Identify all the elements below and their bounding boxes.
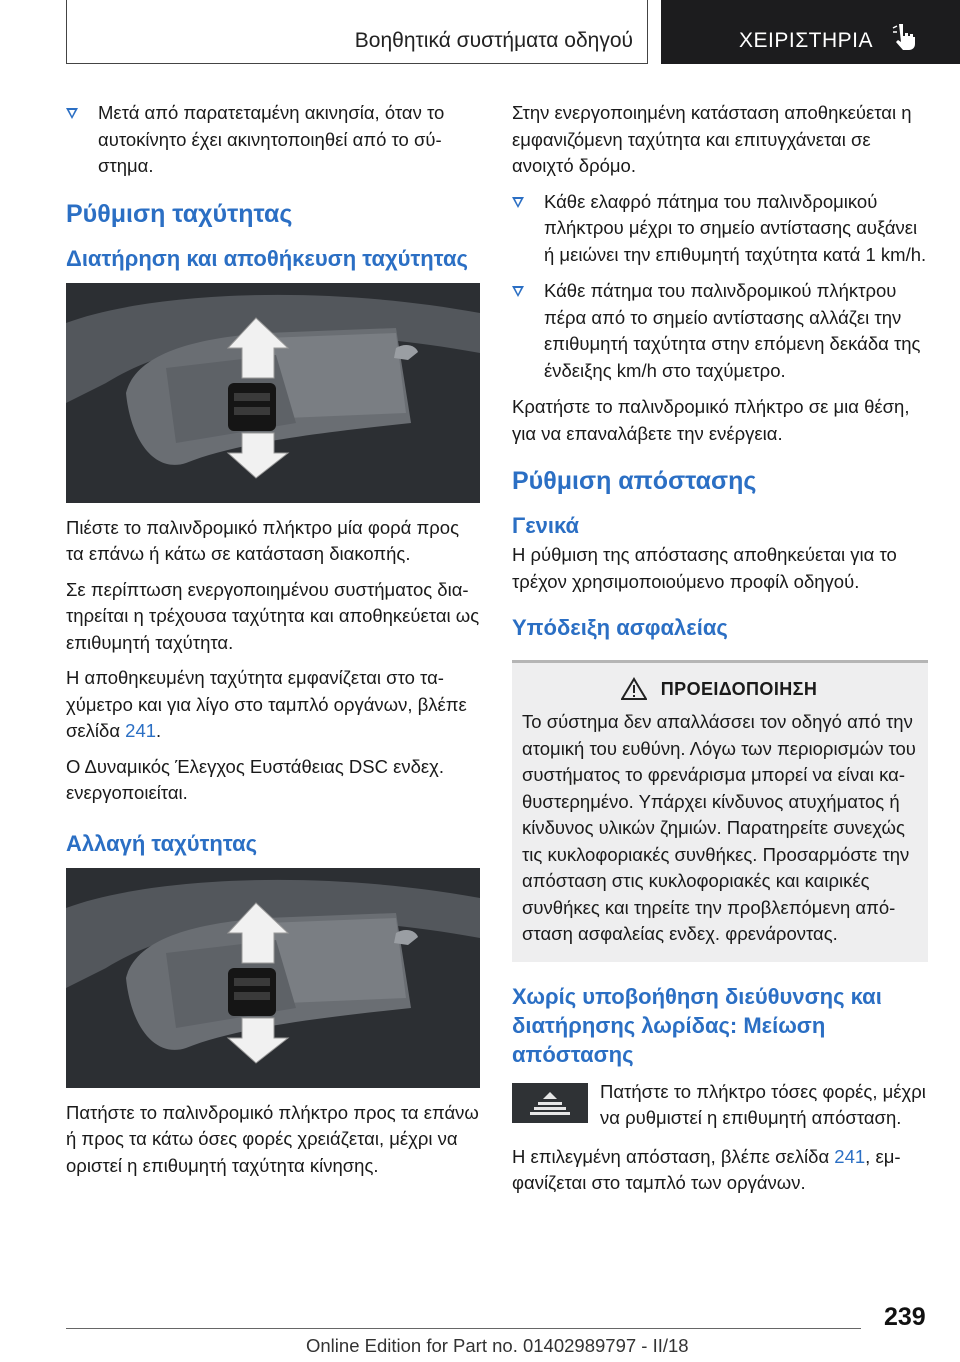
bullet-list: [66, 100, 480, 180]
warning-text: Το σύστημα δεν απαλλάσσει τον οδηγό από την ατομική του ευθύνη. Λόγω των περιορισμών του συστήματος το φρενάρισμα μπορεί να είναι κα-θυστερημένο. Υπάρχει κίνδυνος ατυχήματος ή κίνδυνος υλικών ζημιών. Παρατηρείτε συνεχώς τις κυκλοφοριακές συνθήκες. Προσαρμόστε την απόσταση στις κυκλοφοριακές και καιρικές συνθήκες και τηρείτε την προβλεπόμενη από-σταση ασφαλείας ενδεχ. φρενάροντας.: [522, 711, 916, 944]
page-link[interactable]: 241: [125, 720, 157, 741]
footer-divider: [66, 1328, 861, 1329]
page-link[interactable]: 241: [834, 1145, 866, 1167]
paragraph: Πατήστε το πλήκτρο τόσες φορές, μέχρι να ρυθμιστεί η επιθυμητή απόσταση.: [600, 1080, 926, 1128]
heading-keep-store-speed: Διατήρηση και αποθήκευση ταχύτητας: [66, 245, 468, 271]
chapter-label: ΧΕΙΡΙΣΤΗΡΙΑ: [739, 29, 874, 52]
paragraph: Στην ενεργοποιημένη κατάσταση αποθηκεύεται η εμφανιζόμενη ταχύτητα και επιτυγχάνεται σε ανοιχτό δρόμο.: [512, 102, 912, 176]
left-column: [66, 100, 480, 1188]
warning-triangle-icon: [621, 677, 647, 701]
footer-edition: Online Edition for Part no. 01402989797 - II/18: [306, 1335, 689, 1356]
list-item: Μετά από παρατεταμένη ακινησία, όταν το αυτοκίνητο έχει ακινητοποιηθεί από το σύ-στημα.: [66, 100, 480, 180]
warning-title: ΠΡΟΕΙΔΟΠΟΙΗΣΗ: [660, 678, 818, 699]
heading-speed-adjust: Ρύθμιση ταχύτητας: [66, 199, 293, 228]
heading-change-speed: Αλλαγή ταχύτητας: [66, 830, 258, 856]
steering-wheel-rocker-photo: [66, 283, 480, 503]
header-section-box: [66, 0, 648, 64]
button-instruction: [512, 1079, 928, 1132]
list-item: Κάθε ελαφρό πάτημα του παλινδρομικού πλήκτρου μέχρι το σημείο αντίστασης αυξάνει ή μειώνει την επιθυμητή ταχύτητα κατά 1 km/h.: [512, 189, 928, 269]
paragraph: Σε περίπτωση ενεργοποιημένου συστήματος δια-τηρείται η τρέχουσα ταχύτητα και αποθηκεύεται ως επιθυμητή ταχύτητα.: [66, 578, 480, 653]
paragraph: Η επιλεγμένη απόσταση, βλέπε σελίδα 241, εμ-φανίζεται στο ταμπλό των οργάνων.: [512, 1145, 901, 1193]
paragraph: Πατήστε το παλινδρομικό πλήκτρο προς τα επάνω ή προς τα κάτω όσες φορές χρειάζεται, μέχρι να οριστεί η επιθυμητή ταχύτητα κίνησης.: [66, 1101, 479, 1176]
warning-header: [522, 677, 916, 701]
paragraph: Η αποθηκευμένη ταχύτητα εμφανίζεται στο τα-χύμετρο και για λίγο στο ταμπλό οργάνων, βλέπε σελίδα 241.: [66, 667, 467, 741]
page-number: 239: [884, 1303, 926, 1331]
steering-wheel-rocker-photo: [66, 868, 480, 1088]
section-title: Βοηθητικά συστήματα οδηγού: [354, 29, 633, 52]
paragraph: Η ρύθμιση της απόστασης αποθηκεύεται για το τρέχον χρησιμοποιούμενο προφίλ οδηγού.: [512, 544, 897, 592]
triangle-bullet-icon: [66, 108, 78, 119]
distance-reduce-button-icon: [512, 1083, 588, 1123]
paragraph: Κρατήστε το παλινδρομικό πλήκτρο σε μια θέση, για να επαναλάβετε την ενέργεια.: [512, 396, 910, 444]
heading-safety-note: Υπόδειξη ασφαλείας: [512, 615, 728, 640]
list-item: Κάθε πάτημα του παλινδρομικού πλήκτρου πέρα από το σημείο αντίστασης αλλάζει την επιθυμητή ταχύτητα στην επόμενη δεκάδα της ένδειξης km/h στο ταχύμετρο.: [512, 278, 928, 384]
paragraph: Ο Δυναμικός Έλεγχος Ευστάθειας DSC ενδεχ. ενεργοποιείται.: [66, 755, 444, 803]
bullet-list: [512, 189, 928, 385]
paragraph: Πιέστε το παλινδρομικό πλήκτρο μία φορά προς τα επάνω ή κάτω σε κατάσταση διακοπής.: [66, 516, 459, 564]
heading-general: Γενικά: [512, 513, 580, 538]
right-column: [512, 100, 928, 1206]
warning-box: [512, 660, 928, 962]
triangle-bullet-icon: [512, 197, 524, 208]
heading-reduce-distance: Χωρίς υποβοήθηση διεύθυνσης και διατήρησης λωρίδας: Μείωση απόστασης: [512, 983, 882, 1067]
triangle-bullet-icon: [512, 286, 524, 297]
heading-distance-adjust: Ρύθμιση απόστασης: [512, 467, 757, 495]
hand-pointer-icon: [890, 21, 920, 51]
header-chapter-tab: [661, 0, 960, 64]
